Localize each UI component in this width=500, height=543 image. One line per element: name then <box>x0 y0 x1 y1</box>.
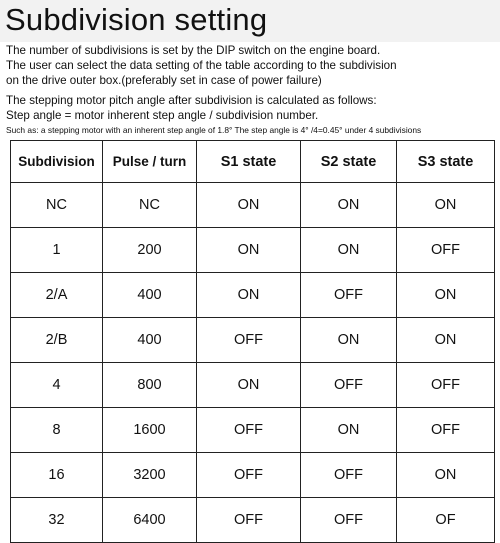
header-s1-state: S1 state <box>197 141 301 183</box>
cell-s2-state: ON <box>301 183 397 228</box>
cell-s3-state: ON <box>397 273 495 318</box>
cell-s3-state: OF <box>397 498 495 543</box>
table-row <box>11 453 495 498</box>
header-s3-state: S3 state <box>397 141 495 183</box>
cell-s2-state: ON <box>301 228 397 273</box>
cell-s3-state: OFF <box>397 228 495 273</box>
header-subdivision: Subdivision <box>11 141 103 183</box>
cell-s3-state: ON <box>397 183 495 228</box>
cell-s1-state: ON <box>197 183 301 228</box>
cell-s1-state: OFF <box>197 408 301 453</box>
header-pulse-turn: Pulse / turn <box>103 141 197 183</box>
cell-s3-state: ON <box>397 453 495 498</box>
table-row <box>11 318 495 363</box>
cell-subdivision: 2/B <box>11 318 103 363</box>
table-row <box>11 228 495 273</box>
cell-s1-state: ON <box>197 228 301 273</box>
cell-subdivision: 8 <box>11 408 103 453</box>
cell-s3-state: ON <box>397 318 495 363</box>
cell-pulse-turn: 3200 <box>103 453 197 498</box>
cell-s1-state: OFF <box>197 453 301 498</box>
page-title: Subdivision setting <box>5 2 268 37</box>
cell-s2-state: OFF <box>301 273 397 318</box>
cell-pulse-turn: 800 <box>103 363 197 408</box>
cell-s3-state: OFF <box>397 408 495 453</box>
subdivision-table <box>10 140 495 543</box>
cell-subdivision: 4 <box>11 363 103 408</box>
intro-line-4: The stepping motor pitch angle after subdivision is calculated as follows: <box>6 94 377 107</box>
intro-line-3: on the drive outer box.(preferably set in case of power failure) <box>6 74 322 87</box>
cell-subdivision: 1 <box>11 228 103 273</box>
cell-s2-state: OFF <box>301 363 397 408</box>
table-row <box>11 498 495 543</box>
cell-s1-state: OFF <box>197 498 301 543</box>
cell-s2-state: OFF <box>301 453 397 498</box>
table-row <box>11 183 495 228</box>
cell-pulse-turn: 200 <box>103 228 197 273</box>
title-bar <box>0 0 500 42</box>
cell-subdivision: 2/A <box>11 273 103 318</box>
cell-pulse-turn: NC <box>103 183 197 228</box>
cell-s1-state: OFF <box>197 318 301 363</box>
cell-s2-state: ON <box>301 408 397 453</box>
cell-subdivision: NC <box>11 183 103 228</box>
table-row <box>11 408 495 453</box>
cell-s3-state: OFF <box>397 363 495 408</box>
table-header-row <box>11 141 495 183</box>
cell-pulse-turn: 400 <box>103 273 197 318</box>
header-s2-state: S2 state <box>301 141 397 183</box>
cell-s2-state: ON <box>301 318 397 363</box>
example-note: Such as: a stepping motor with an inherent step angle of 1.8° The step angle is 4° /4=0.45° under 4 subdivisions <box>6 125 422 135</box>
intro-line-1: The number of subdivisions is set by the DIP switch on the engine board. <box>6 44 381 57</box>
cell-s1-state: ON <box>197 273 301 318</box>
cell-pulse-turn: 6400 <box>103 498 197 543</box>
cell-s1-state: ON <box>197 363 301 408</box>
table-row <box>11 273 495 318</box>
cell-subdivision: 32 <box>11 498 103 543</box>
table-row <box>11 363 495 408</box>
formula-line: Step angle = motor inherent step angle / subdivision number. <box>6 109 319 122</box>
cell-pulse-turn: 400 <box>103 318 197 363</box>
cell-s2-state: OFF <box>301 498 397 543</box>
intro-line-2: The user can select the data setting of the table according to the subdivision <box>6 59 397 72</box>
cell-subdivision: 16 <box>11 453 103 498</box>
cell-pulse-turn: 1600 <box>103 408 197 453</box>
